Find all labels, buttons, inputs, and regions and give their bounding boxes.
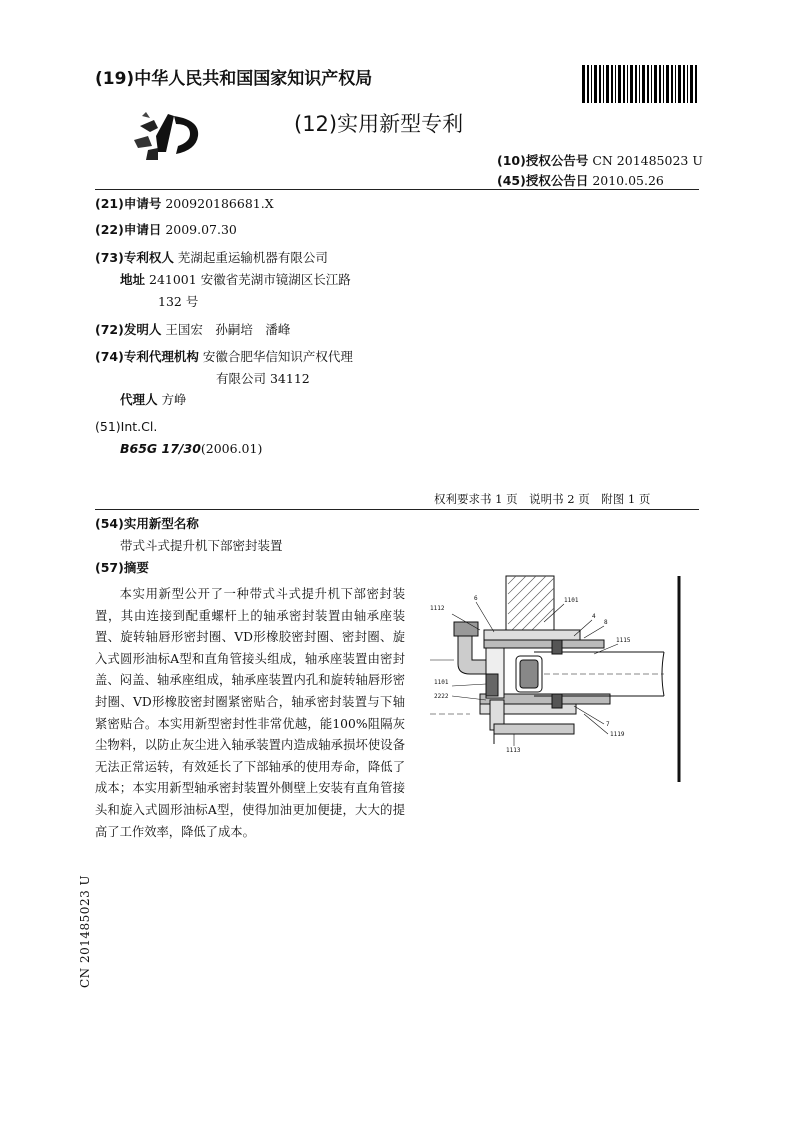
abstract-text: 本实用新型公开了一种带式斗式提升机下部密封装置，其由连接到配重螺杆上的轴承密封装置由轴承座装置、旋转轴唇形密封圈、VD形橡胶密封圈、密封圈、旋入式圆形油标A型和直角管接头组成，轴承座装置由密封盖、闷盖、轴承座组成，轴承座装置内孔和旋转轴唇形密封圈、VD形橡胶密封圈紧密贴合，轴承密封装置与下轴紧密贴合。本实用新型密封性非常优越，能100%阻隔灰尘物料，以防止灰尘进入轴承装置内造成轴承损坏使设备无法正常运转，有效延长了下部轴承的使用寿命，降低了成本；本实用新型轴承密封装置外侧壁上安装有直角管接头和旋入式圆形油标A型，使得加油更加便捷，大大的提高了工作效率，降低了成本。 <box>95 587 405 839</box>
abstract-label: (57)摘要 <box>95 560 149 575</box>
patentee: (73)专利权人 芜湖起重运输机器有限公司 <box>95 250 328 265</box>
fig-label: 1113 <box>506 747 521 754</box>
utility-model-title: 带式斗式提升机下部密封装置 <box>120 538 283 553</box>
fig-label: 1115 <box>616 637 631 644</box>
title-label: (54)实用新型名称 <box>95 516 199 531</box>
fig-label: 1101 <box>564 597 579 604</box>
document-type: (12)实用新型专利 <box>294 112 464 136</box>
side-publication-number: CN 201485023 U <box>78 874 92 988</box>
fig-label: 7 <box>606 721 610 728</box>
fig-label: 4 <box>592 613 596 620</box>
fig-label: 2222 <box>434 693 449 700</box>
fig-label: 6 <box>474 595 478 602</box>
patent-agency: (74)专利代理机构 安徽合肥华信知识产权代理 <box>95 349 353 364</box>
summary-rule <box>95 509 699 510</box>
agent: 代理人 方峥 <box>120 392 187 407</box>
fig-label: 8 <box>604 619 608 626</box>
fig-label: 1112 <box>430 605 445 612</box>
inventors: (72)发明人 王国宏 孙嗣培 潘峰 <box>95 322 291 337</box>
fig-label: 1119 <box>610 731 625 738</box>
office-name: (19)中华人民共和国国家知识产权局 <box>95 69 373 89</box>
application-date: (22)申请日 2009.07.30 <box>95 222 237 237</box>
publication-number: (10)授权公告号 CN 201485023 U <box>497 153 703 168</box>
int-cl-code: B65G 17/30(2006.01) <box>120 441 263 456</box>
agency-line2: 有限公司 34112 <box>216 371 310 386</box>
barcode <box>582 65 700 103</box>
technical-drawing <box>424 574 686 784</box>
int-cl-label: (51)Int.Cl. <box>95 419 158 434</box>
pages-summary: 权利要求书 1 页 说明书 2 页 附图 1 页 <box>434 492 651 506</box>
address: 地址 241001 安徽省芜湖市镜湖区长江路 <box>120 272 351 287</box>
address-line2: 132 号 <box>158 294 199 309</box>
header-rule <box>95 189 699 190</box>
fig-label: 1101 <box>434 679 449 686</box>
publication-date: (45)授权公告日 2010.05.26 <box>497 173 664 188</box>
application-number: (21)申请号 200920186681.X <box>95 196 274 211</box>
sipo-logo <box>128 106 208 166</box>
